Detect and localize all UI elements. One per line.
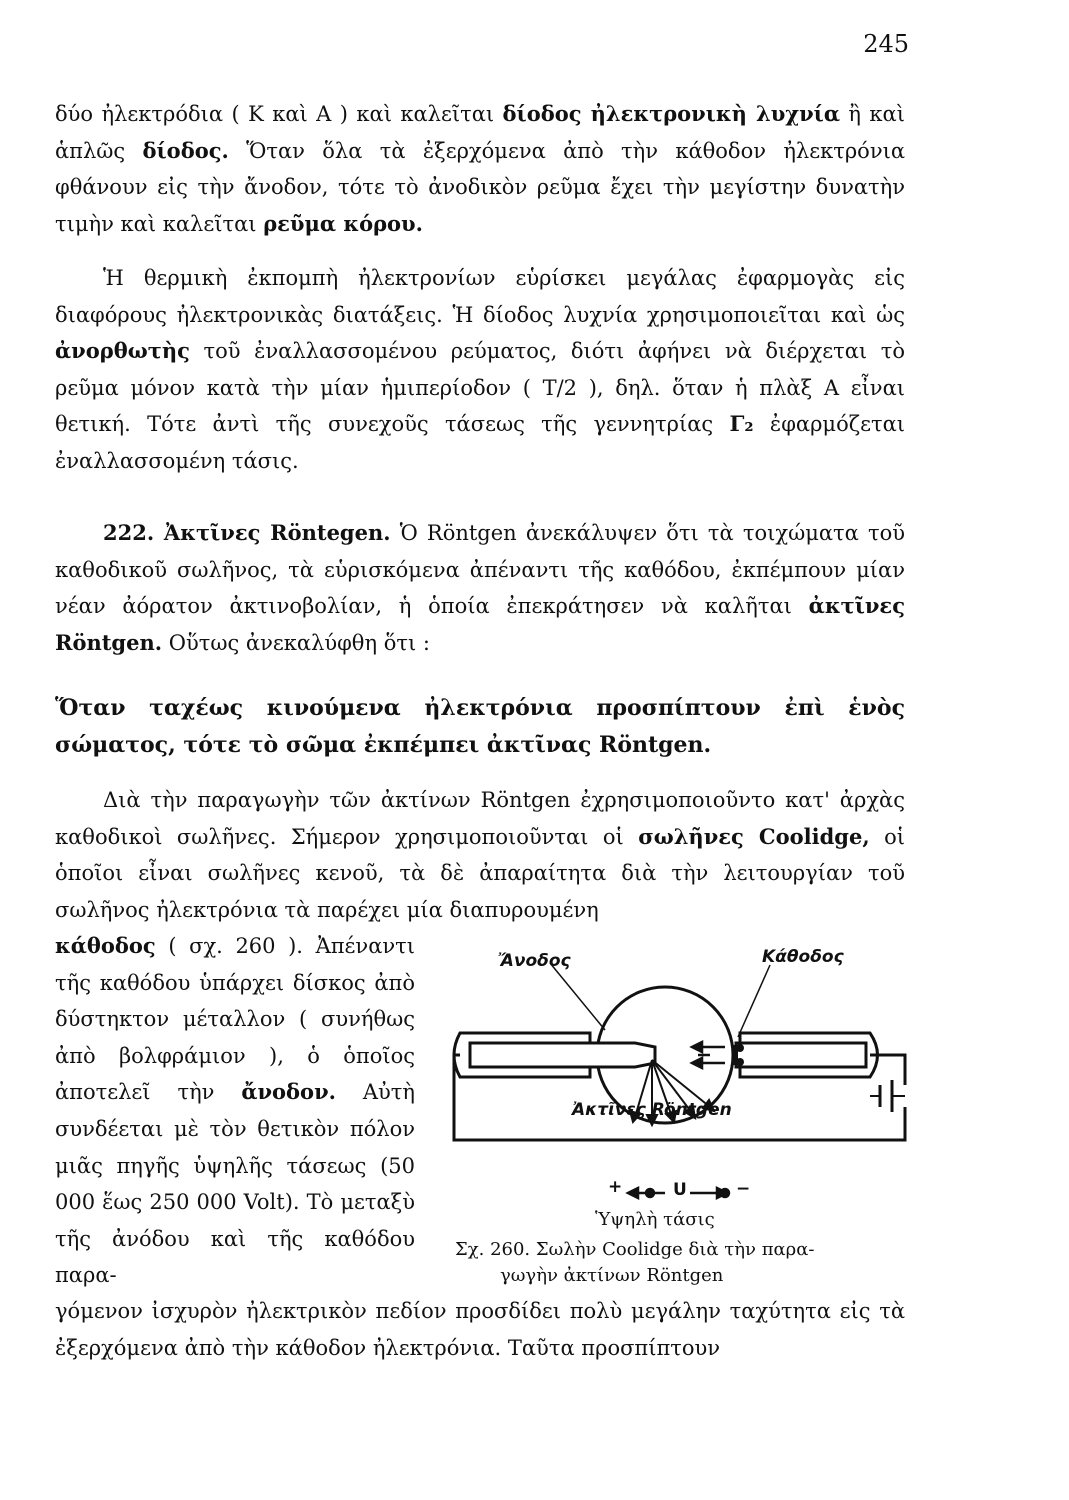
paragraph-diode: δύο ἠλεκτρόδια ( Κ καὶ Α ) καὶ καλεῖται δίοδος ἠλεκτρονικὴ λυχνία ἢ καὶ ἁπλῶς δίοδος. Ὅταν ὅλα τὰ ἐξερχόμενα ἀπὸ τὴν κάθοδον ἠλεκτρόνια φθάνουν εἰς τὴν ἄνοδον, τότε τὸ ἀνοδικὸν ρεῦμα ἔχει τὴν μεγίστην δυνατὴν τιμὴν καὶ καλεῖται ρεῦμα κόρου. bbox=[55, 101, 905, 236]
paragraph-roentgen-section: 222. Ἀκτῖνες Röntegen. Ὁ Röntgen ἀνεκάλυψεν ὅτι τὰ τοιχώματα τοῦ καθοδικοῦ σωλῆνος, τὰ εὑρισκόμενα ἀπέναντι τῆς καθόδου, ἐκπέμπουν μίαν νέαν ἀόρατον ἀκτινοβολίαν, ἡ ὁποία ἐπεκράτησεν νὰ καλῆται ἀκτῖνες Röntgen. Οὕτως ἀνεκαλύφθη ὅτι : bbox=[55, 520, 905, 655]
u-label: U bbox=[673, 1180, 687, 1200]
coolidge-tube-figure bbox=[440, 935, 920, 1286]
paragraph-thermionic: Ἡ θερμικὴ ἐκπομπὴ ἠλεκτρονίων εὑρίσκει μεγάλας ἐφαρμογὰς εἰς διαφόρους ἠλεκτρονικὰς διατάξεις. Ἡ δίοδος λυχνία χρησιμοποιεῖται καὶ ὡς ἀνορθωτὴς τοῦ ἐναλλασσομένου ρεύματος, διότι ἀφήνει νὰ διέρχεται τὸ ρεῦμα μόνον κατὰ τὴν μίαν ἡμιπερίοδον ( Τ/2 ), δηλ. ὅταν ἡ πλὰξ Α εἶναι θετική. Τότε ἀντὶ τῆς συνεχοῦς τάσεως τῆς γεννητρίας Γ₂ ἐφαρμόζεται ἐναλλασσομένη τάσις. bbox=[55, 266, 906, 473]
high-voltage-label: Ὑψηλὴ τάσις bbox=[595, 1209, 715, 1230]
figure-caption-line-1: Σχ. 260. Σωλὴν Coolidge διὰ τὴν παρα- bbox=[455, 1239, 815, 1260]
electron-beam bbox=[692, 1042, 725, 1068]
cathode-stem bbox=[736, 1043, 866, 1067]
paragraph-field: γόμενον ἰσχυρὸν ἠλεκτρικὸν πεδίον προσδίδει πολὺ μεγάλην ταχύτητα εἰς τὰ ἐξερχόμενα ἀπὸ τὴν κάθοδον ἠλεκτρόνια. Ταῦτα προσπίπτουν bbox=[55, 1299, 905, 1360]
rays-label: Ἀκτῖνες Röntgen bbox=[572, 1100, 732, 1120]
figure-caption-line-2: γωγὴν ἀκτίνων Röntgen bbox=[500, 1265, 724, 1286]
minus-label: − bbox=[736, 1179, 751, 1199]
theorem-statement: Ὅταν ταχέως κινούμενα ἠλεκτρόνια προσπίπτουν ἐπὶ ἑνὸς σώματος, τότε τὸ σῶμα ἐκπέμπει ἀκτῖνας Röntgen. bbox=[55, 695, 905, 758]
page-number: 245 bbox=[863, 30, 909, 58]
paragraph-cathode-anode: κάθοδος ( σχ. 260 ). Ἀπέναντι τῆς καθόδου ὑπάρχει δίσκος ἀπὸ δύστηκτον μέταλλον ( συνήθως ἀπὸ βολφράμιον ), ὁ ὁποῖος ἀποτελεῖ τὴν ἄνοδον. Αὐτὴ συνδέεται μὲ τὸν θετικὸν πόλον μιᾶς πηγῆς ὑψηλῆς τάσεως (50 000 ἕως 250 000 Volt). Τὸ μεταξὺ τῆς ἀνόδου καὶ τῆς καθόδου παρα- bbox=[55, 933, 415, 1288]
paragraph-coolidge: Διὰ τὴν παραγωγὴν τῶν ἀκτίνων Röntgen ἐχρησιμοποιοῦντο κατ' ἀρχὰς καθοδικοὶ σωλῆνες. Σήμερον χρησιμοποιοῦνται οἱ σωλῆνες Coolidge, οἱ ὁποῖοι εἶναι σωλῆνες κενοῦ, τὰ δὲ ἀπαραίτητα διὰ τὴν λειτουργίαν τοῦ σωλῆνος ἠλεκτρόνια τὰ παρέχει μία διαπυρουμένη bbox=[55, 788, 905, 922]
plus-label: + bbox=[608, 1177, 623, 1197]
section-heading: 222. Ἀκτῖνες Röntegen. bbox=[103, 520, 391, 545]
anode-label: Ἄνοδος bbox=[498, 951, 571, 971]
cathode-label: Κάθοδος bbox=[762, 947, 844, 967]
anode-rod bbox=[470, 1043, 655, 1067]
